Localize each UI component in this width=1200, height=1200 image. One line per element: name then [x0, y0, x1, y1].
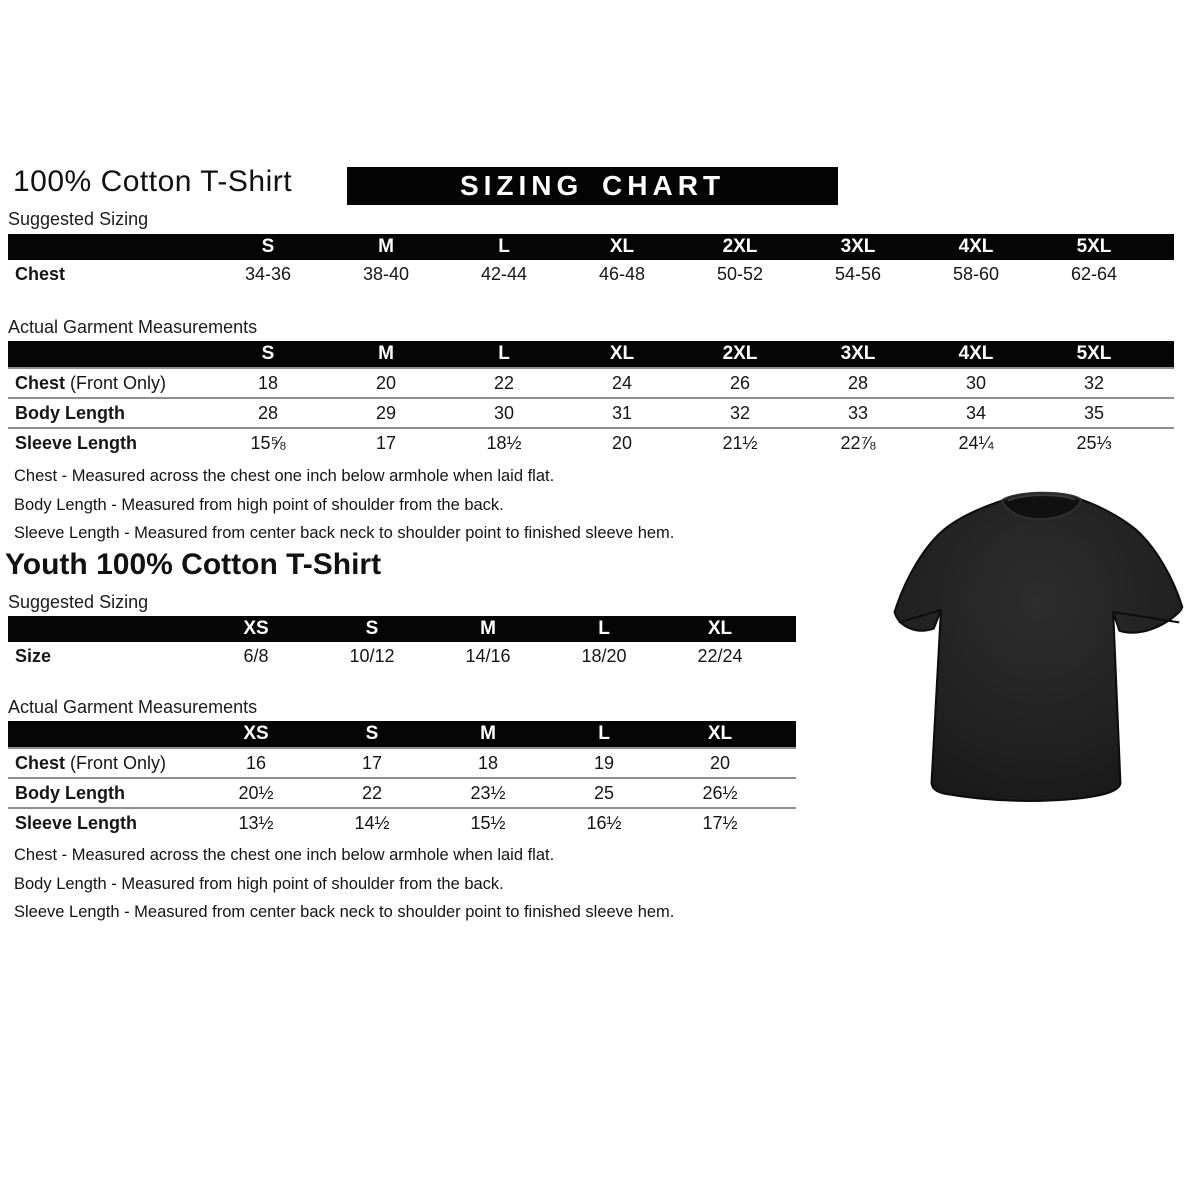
measurement-cell: 22	[445, 368, 563, 398]
table-row	[8, 642, 796, 670]
measurement-cell: 33	[799, 398, 917, 428]
measurement-cell: 20	[563, 428, 681, 457]
measurement-cell: 29	[327, 398, 445, 428]
youth-actual-measurements-label: Actual Garment Measurements	[8, 697, 258, 717]
measurement-cell: 26	[681, 368, 799, 398]
size-column-header: XL	[563, 341, 681, 368]
measurement-cell: 16½	[546, 808, 662, 837]
measurement-cell: 18½	[445, 428, 563, 457]
size-column-header: XL	[563, 234, 681, 260]
row-label-cell: Chest (Front Only)	[8, 368, 209, 398]
size-column-header: M	[430, 616, 546, 642]
measurement-cell: 46-48	[598, 263, 646, 284]
measurement-cell: 24	[563, 368, 681, 398]
header-row	[8, 234, 1174, 260]
youth-suggested-sizing-label: Suggested Sizing	[8, 592, 149, 612]
tshirt-body	[895, 494, 1183, 801]
size-column-header: XS	[198, 721, 314, 748]
measurement-cell: 10/12	[349, 645, 395, 666]
header-row	[8, 341, 1174, 368]
measurement-cell: 34	[917, 398, 1035, 428]
measurement-cell: 22/24	[697, 645, 743, 666]
row-label-cell: Sleeve Length	[8, 428, 209, 457]
size-column-header: XL	[662, 616, 778, 642]
measurement-cell: 62-64	[1070, 263, 1118, 284]
size-column-header: 3XL	[799, 234, 917, 260]
size-column-header: L	[546, 721, 662, 748]
measurement-cell: 18	[430, 748, 546, 778]
row-label-cell: Chest (Front Only)	[8, 748, 198, 778]
measurement-cell: 32	[1035, 368, 1153, 398]
size-column-header: 5XL	[1035, 234, 1153, 260]
note-line: Sleeve Length - Measured from center back neck to shoulder point to finished sleeve hem.	[14, 903, 675, 921]
header-row	[8, 616, 796, 642]
note-line: Chest - Measured across the chest one inch below armhole when laid flat.	[14, 467, 555, 485]
table-row	[8, 748, 796, 778]
corner-cell	[8, 234, 209, 260]
sizing-chart-banner	[347, 167, 838, 205]
table-row	[8, 260, 1174, 288]
page-title: 100% Cotton T-Shirt	[13, 165, 293, 198]
table-row	[8, 428, 1174, 457]
measurement-cell: 26½	[662, 778, 778, 808]
measurement-cell: 22	[314, 778, 430, 808]
tshirt-illustration	[886, 478, 1196, 808]
adult-suggested-sizing-table	[8, 234, 1174, 288]
measurement-cell: 19	[546, 748, 662, 778]
table-row	[8, 808, 796, 837]
measurement-cell: 20½	[198, 778, 314, 808]
table-row	[8, 398, 1174, 428]
size-column-header: M	[327, 234, 445, 260]
measurement-cell: 13½	[198, 808, 314, 837]
measurement-cell: 14½	[314, 808, 430, 837]
size-column-header: L	[445, 234, 563, 260]
measurement-cell: 42-44	[480, 263, 528, 284]
measurement-cell: 58-60	[952, 263, 1000, 284]
youth-actual-measurements-table	[8, 721, 796, 837]
measurement-cell: 32	[681, 398, 799, 428]
table-row	[8, 368, 1174, 398]
size-column-header: XS	[198, 616, 314, 642]
size-column-header: 5XL	[1035, 341, 1153, 368]
measurement-cell: 28	[209, 398, 327, 428]
row-label-cell: Chest	[15, 263, 66, 284]
corner-cell	[8, 341, 209, 368]
measurement-cell: 50-52	[716, 263, 764, 284]
adult-actual-measurements-label: Actual Garment Measurements	[8, 317, 258, 337]
size-column-header: S	[314, 616, 430, 642]
measurement-cell: 23½	[430, 778, 546, 808]
corner-cell	[778, 721, 796, 748]
measurement-cell: 35	[1035, 398, 1153, 428]
measurement-cell	[778, 642, 796, 670]
measurement-cell	[1153, 428, 1174, 457]
measurement-cell: 38-40	[362, 263, 410, 284]
measurement-cell: 28	[799, 368, 917, 398]
note-line: Body Length - Measured from high point of shoulder from the back.	[14, 495, 504, 514]
measurement-cell: 54-56	[834, 263, 882, 284]
measurement-cell: 20	[662, 748, 778, 778]
corner-cell	[778, 616, 796, 642]
measurement-cell: 17½	[662, 808, 778, 837]
note-line: Body Length - Measured from high point of shoulder from the back.	[14, 874, 504, 893]
measurement-cell: 17	[327, 428, 445, 457]
measurement-cell	[778, 748, 796, 778]
size-column-header: L	[445, 341, 563, 368]
measurement-cell: 15½	[430, 808, 546, 837]
size-column-header: 4XL	[917, 234, 1035, 260]
size-column-header: L	[546, 616, 662, 642]
row-label-cell: Size	[15, 645, 52, 666]
size-column-header: S	[209, 341, 327, 368]
measurement-cell: 17	[314, 748, 430, 778]
size-column-header: M	[430, 721, 546, 748]
table-row	[8, 778, 796, 808]
measurement-cell: 34-36	[244, 263, 292, 284]
measurement-cell: 30	[917, 368, 1035, 398]
measurement-cell: 18	[209, 368, 327, 398]
measurement-cell: 30	[445, 398, 563, 428]
row-label-cell: Sleeve Length	[8, 808, 198, 837]
row-label-cell: Body Length	[8, 398, 209, 428]
measurement-cell: 6/8	[243, 645, 269, 666]
corner-cell	[8, 721, 198, 748]
corner-cell	[1153, 234, 1174, 260]
tshirt-product-image	[886, 478, 1196, 808]
corner-cell	[1153, 341, 1174, 368]
measurement-cell: 15⅝	[209, 428, 327, 457]
corner-cell	[8, 616, 198, 642]
size-column-header: 4XL	[917, 341, 1035, 368]
measurement-cell	[778, 778, 796, 808]
adult-actual-measurements-table	[8, 341, 1174, 457]
note-line: Sleeve Length - Measured from center back neck to shoulder point to finished sleeve hem.	[14, 524, 675, 542]
youth-measurement-notes	[14, 841, 674, 927]
measurement-cell: 22⅞	[799, 428, 917, 457]
adult-measurement-notes	[14, 462, 674, 548]
measurement-cell: 31	[563, 398, 681, 428]
size-column-header: 3XL	[799, 341, 917, 368]
measurement-cell: 25	[546, 778, 662, 808]
banner-text: SIZING CHART	[459, 170, 726, 201]
measurement-cell: 21½	[681, 428, 799, 457]
youth-suggested-sizing-table	[8, 616, 796, 670]
note-line: Chest - Measured across the chest one inch below armhole when laid flat.	[14, 846, 555, 864]
youth-section-title: Youth 100% Cotton T-Shirt	[5, 548, 382, 581]
measurement-cell	[1153, 368, 1174, 398]
measurement-cell: 24¼	[917, 428, 1035, 457]
size-column-header: S	[314, 721, 430, 748]
size-column-header: 2XL	[681, 341, 799, 368]
measurement-cell: 20	[327, 368, 445, 398]
header-row	[8, 721, 796, 748]
adult-suggested-sizing-label: Suggested Sizing	[8, 209, 149, 229]
measurement-cell: 18/20	[581, 645, 627, 666]
measurement-cell: 14/16	[465, 645, 511, 666]
size-column-header: 2XL	[681, 234, 799, 260]
row-label-cell: Body Length	[8, 778, 198, 808]
measurement-cell	[1153, 260, 1174, 288]
size-column-header: M	[327, 341, 445, 368]
measurement-cell: 25⅓	[1035, 428, 1153, 457]
size-column-header: XL	[662, 721, 778, 748]
measurement-cell: 16	[198, 748, 314, 778]
size-column-header: S	[209, 234, 327, 260]
measurement-cell	[778, 808, 796, 837]
measurement-cell	[1153, 398, 1174, 428]
